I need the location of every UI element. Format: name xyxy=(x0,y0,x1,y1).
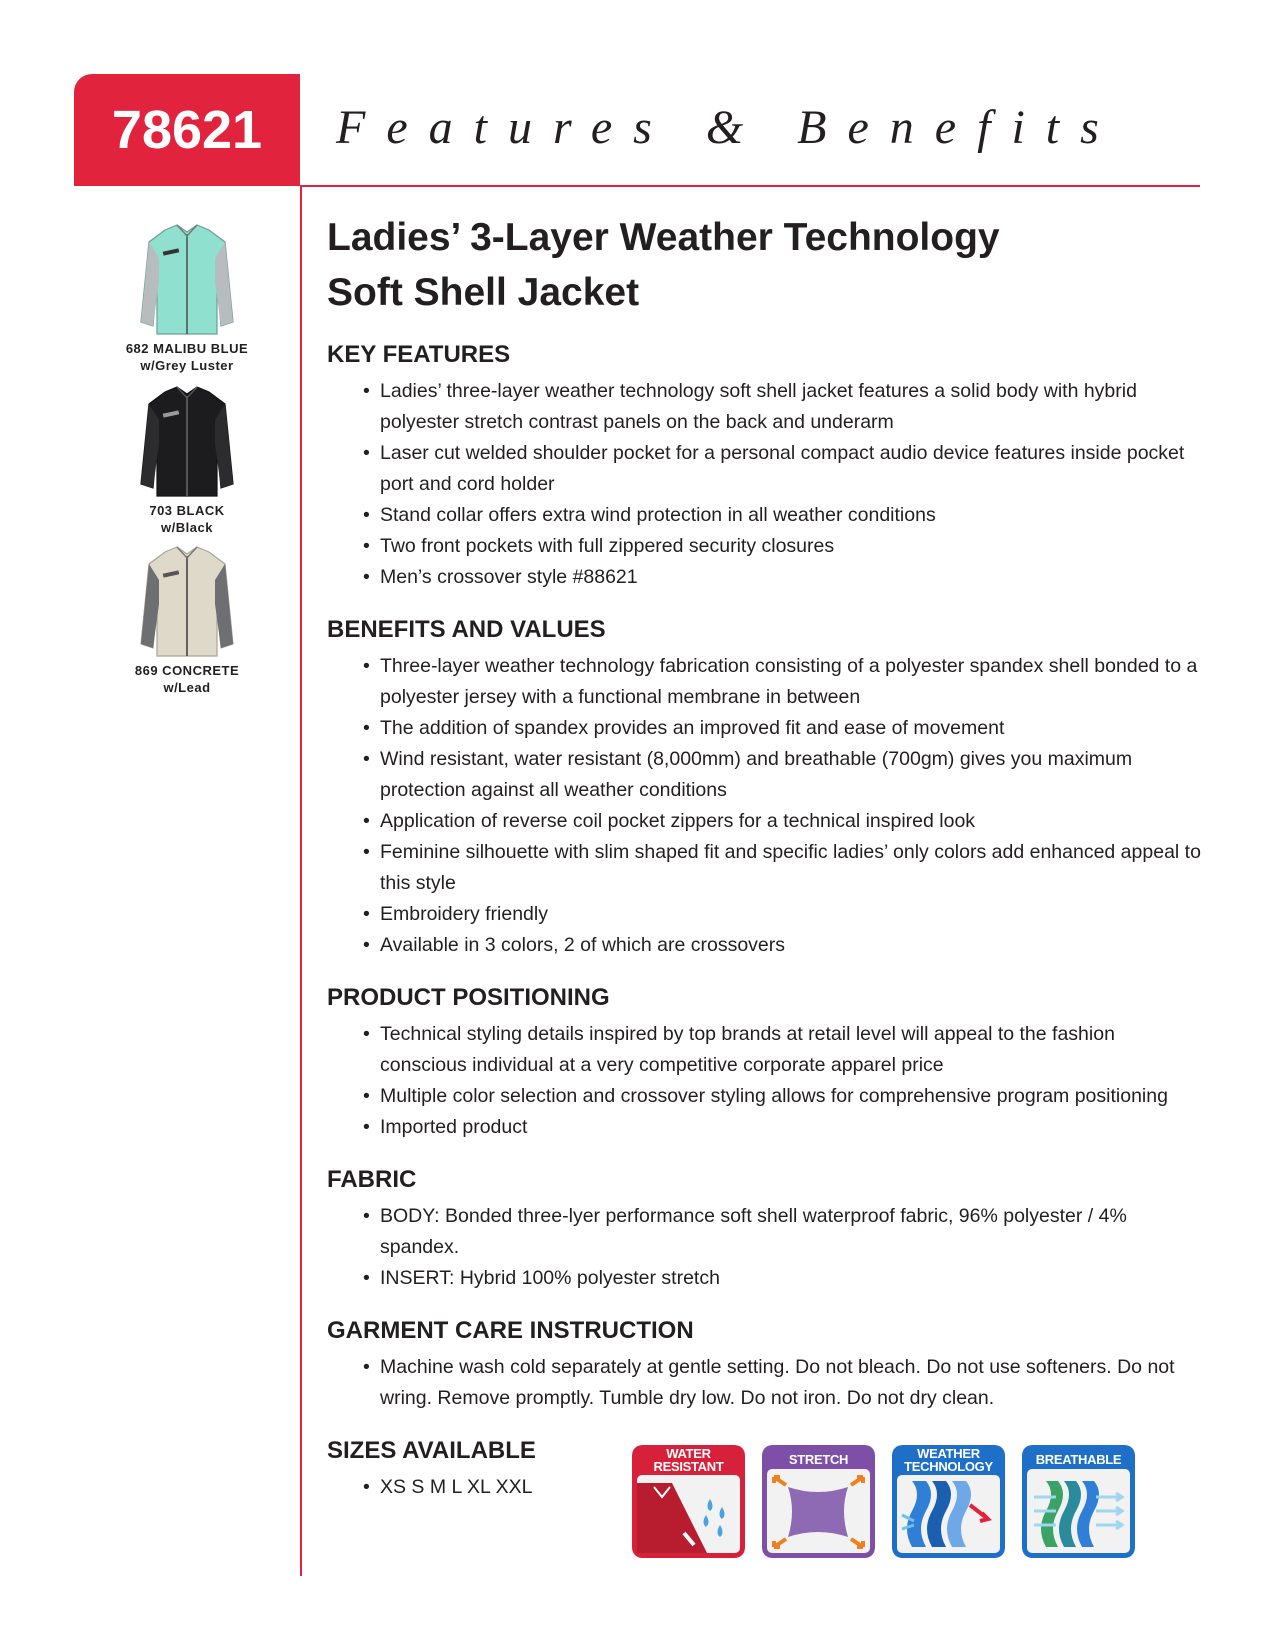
list-item: • Laser cut welded shoulder pocket for a personal compact audio device features inside pocket port and cord holder xyxy=(363,438,1207,500)
list-item: • Wind resistant, water resistant (8,000mm) and breathable (700gm) gives you maximum protection against all weather conditions xyxy=(363,744,1207,806)
list-item: • The addition of spandex provides an improved fit and ease of movement xyxy=(363,713,1207,744)
style-number: 78621 xyxy=(111,100,263,160)
list-item: • Imported product xyxy=(363,1112,1207,1143)
bullet-list xyxy=(327,1019,1207,1143)
benefits-section xyxy=(327,615,1207,961)
section-heading: KEY FEATURES xyxy=(327,341,511,368)
swatch-name: 869 CONCRETE xyxy=(134,663,240,678)
swatch-trim: w/Lead xyxy=(163,680,211,695)
bullet-list xyxy=(327,651,1207,961)
list-item: • BODY: Bonded three-lyer performance soft shell waterproof fabric, 96% polyester / 4% spandex. xyxy=(363,1201,1207,1263)
badge-label: STRETCH xyxy=(788,1452,849,1467)
jacket-concrete-image xyxy=(137,544,237,662)
section-heading: PRODUCT POSITIONING xyxy=(327,984,610,1011)
jacket-malibu-blue-image xyxy=(137,222,237,340)
page-title: Features & Benefits xyxy=(336,101,1120,154)
badge-label: WATER RESISTANT xyxy=(653,1446,724,1474)
section-heading: SIZES AVAILABLE xyxy=(327,1437,536,1464)
care-section xyxy=(327,1316,1207,1414)
swatch-trim: w/Grey Luster xyxy=(140,358,234,373)
list-item: • Application of reverse coil pocket zippers for a technical inspired look xyxy=(363,806,1207,837)
weather-technology-badge xyxy=(892,1445,1005,1558)
breathable-badge xyxy=(1022,1445,1135,1558)
water-resistant-badge xyxy=(632,1445,745,1558)
list-item: • Two front pockets with full zippered security closures xyxy=(363,531,1207,562)
list-item: • Multiple color selection and crossover styling allows for comprehensive program positioning xyxy=(363,1081,1207,1112)
list-item: • Machine wash cold separately at gentle setting. Do not bleach. Do not use softeners. Do not wring. Remove promptly. Tumble dry low. Do not iron. Do not dry clean. xyxy=(363,1352,1207,1414)
list-item: • Men’s crossover style #88621 xyxy=(363,562,1207,593)
bullet-list xyxy=(327,1352,1207,1414)
stretch-badge xyxy=(762,1445,875,1558)
badge-label: BREATHABLE xyxy=(1035,1452,1122,1467)
product-title-line-1: Ladies’ 3-Layer Weather Technology xyxy=(327,216,1000,259)
section-heading: FABRIC xyxy=(327,1166,417,1193)
bullet-list xyxy=(327,376,1207,593)
content xyxy=(327,340,1207,1525)
list-item: • Three-layer weather technology fabrication consisting of a polyester spandex shell bonded to a polyester jersey with a functional membrane in between xyxy=(363,651,1207,713)
key-features-section xyxy=(327,340,1207,593)
product-title xyxy=(327,210,1207,320)
swatch-concrete xyxy=(74,544,300,704)
swatch-name: 703 BLACK xyxy=(149,503,225,518)
swatch-black xyxy=(74,384,300,544)
jacket-black-image xyxy=(137,384,237,502)
header-divider xyxy=(300,185,1200,187)
section-heading: GARMENT CARE INSTRUCTION xyxy=(327,1317,694,1344)
list-item: • Technical styling details inspired by top brands at retail level will appeal to the fashion conscious individual at a very competitive corporate apparel price xyxy=(363,1019,1207,1081)
fabric-section xyxy=(327,1165,1207,1294)
positioning-section xyxy=(327,983,1207,1143)
list-item: • XS S M L XL XXL xyxy=(363,1472,1207,1503)
technology-badges xyxy=(632,1445,1152,1563)
section-heading: BENEFITS AND VALUES xyxy=(327,616,606,643)
product-title-line-2: Soft Shell Jacket xyxy=(327,271,640,314)
style-number-banner xyxy=(74,74,300,186)
list-item: • Stand collar offers extra wind protection in all weather conditions xyxy=(363,500,1207,531)
sidebar-divider xyxy=(300,186,302,1576)
list-item: • INSERT: Hybrid 100% polyester stretch xyxy=(363,1263,1207,1294)
list-item: • Ladies’ three-layer weather technology soft shell jacket features a solid body with hybrid polyester stretch contrast panels on the back and underarm xyxy=(363,376,1207,438)
swatch-name: 682 MALIBU BLUE xyxy=(125,341,249,356)
badge-label: WEATHER TECHNOLOGY xyxy=(904,1446,993,1474)
list-item: • Available in 3 colors, 2 of which are crossovers xyxy=(363,930,1207,961)
color-swatches xyxy=(74,222,300,704)
swatch-trim: w/Black xyxy=(161,520,213,535)
list-item: • Feminine silhouette with slim shaped fit and specific ladies’ only colors add enhanced appeal to this style xyxy=(363,837,1207,899)
swatch-malibu-blue xyxy=(74,222,300,384)
bullet-list xyxy=(327,1201,1207,1294)
list-item: • Embroidery friendly xyxy=(363,899,1207,930)
